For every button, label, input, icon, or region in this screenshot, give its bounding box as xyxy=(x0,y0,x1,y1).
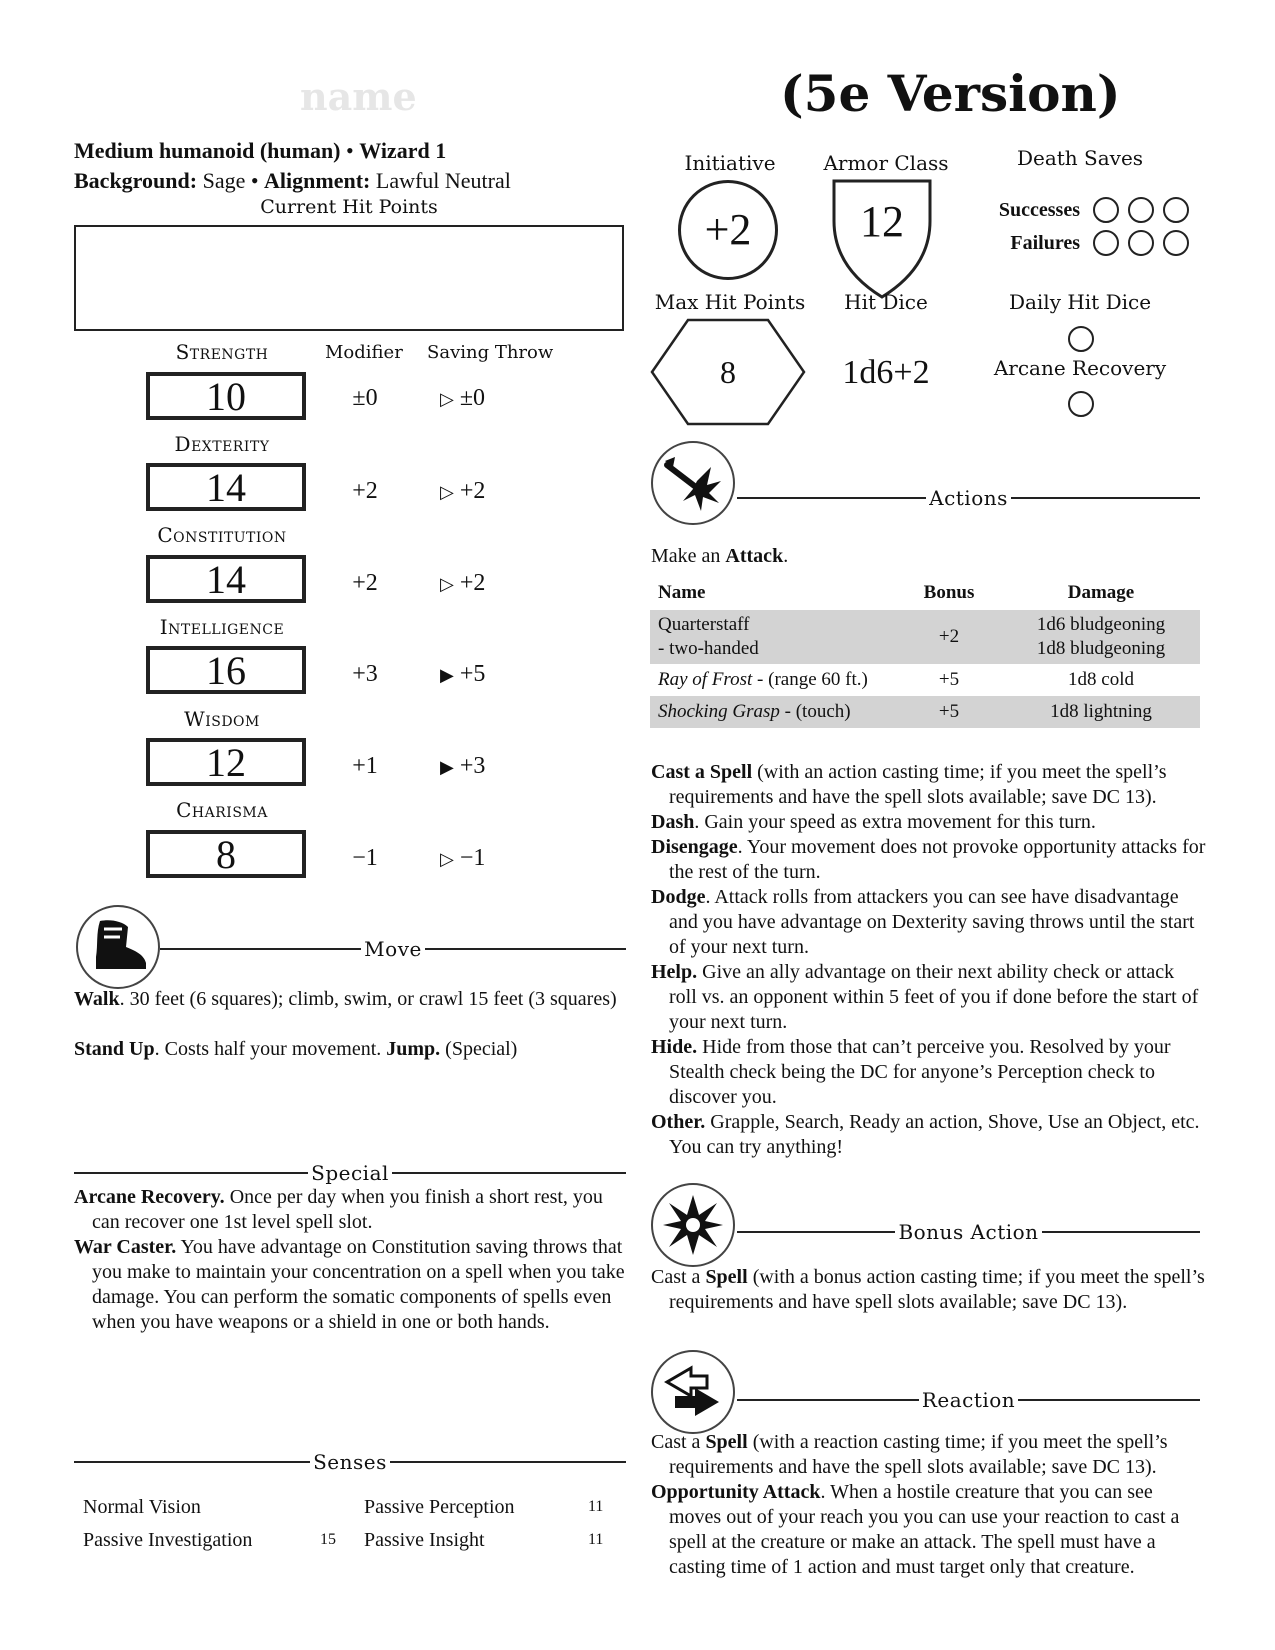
action-label: Dodge xyxy=(651,886,706,908)
attack-name xyxy=(650,610,896,664)
boot-icon xyxy=(76,905,160,989)
senses-divider xyxy=(74,1450,626,1474)
arcane-recovery-label: Arcane Recovery xyxy=(993,356,1167,380)
save-proficient-icon: ▶ xyxy=(440,757,454,777)
failures-label: Failures xyxy=(1010,232,1080,254)
failure-checkbox[interactable] xyxy=(1128,230,1154,256)
attack-name xyxy=(650,664,896,696)
ability-name: Charisma xyxy=(176,798,268,822)
divider-line xyxy=(737,1399,919,1401)
special-item-text: Once per day when you finish a short rest, you can recover one 1st level spell slot. xyxy=(92,1186,603,1233)
action-item xyxy=(651,1110,1206,1160)
arcane-recovery-checkbox[interactable] xyxy=(1068,391,1094,417)
action-label: Cast a Spell xyxy=(651,761,753,783)
intro-post: . xyxy=(783,545,789,567)
passive-insight-label: Passive Insight xyxy=(364,1529,485,1551)
action-item xyxy=(651,960,1206,1035)
spell-name: Shocking Grasp xyxy=(658,701,780,722)
reaction-heading: Reaction xyxy=(921,1388,1016,1412)
action-item xyxy=(651,810,1206,835)
special-item-label: War Caster. xyxy=(74,1236,177,1258)
jump-label: Jump. xyxy=(386,1038,441,1060)
special-item xyxy=(74,1185,626,1235)
actions-heading: Actions xyxy=(929,486,1008,510)
damage-line2: 1d8 bludgeoning xyxy=(1036,638,1166,659)
bonus-action-divider xyxy=(737,1220,1200,1244)
passive-perception-label: Passive Perception xyxy=(364,1496,515,1518)
standup-text: . Costs half your movement. xyxy=(154,1038,387,1060)
divider-line xyxy=(425,948,626,950)
initiative-value: +2 xyxy=(704,205,752,254)
successes-label: Successes xyxy=(998,199,1080,221)
save-nonproficient-icon: ▷ xyxy=(440,389,454,409)
col-bonus: Bonus xyxy=(923,582,975,603)
save-value: +2 xyxy=(459,478,486,504)
initiative-circle[interactable] xyxy=(678,180,778,280)
bonus-text: (with a bonus action casting time; if you meet the spell’s requirements and have spell slots available; save DC 13). xyxy=(669,1266,1205,1313)
ability-modifier: −1 xyxy=(352,845,378,871)
identity-line xyxy=(74,138,446,164)
action-text: Give an ally advantage on their next ability check or attack roll vs. an opponent within 5 feet of you if done before the start of your next turn. xyxy=(669,961,1199,1033)
table-row xyxy=(650,610,1200,664)
ability-name: Strength xyxy=(175,340,269,364)
ability-score[interactable]: 16 xyxy=(146,646,306,694)
bonus-action-heading: Bonus Action xyxy=(898,1220,1039,1244)
intro-pre: Make an xyxy=(651,545,726,567)
action-text: Grapple, Search, Ready an action, Shove, Use an Object, etc. You can try anything! xyxy=(669,1111,1200,1158)
save-nonproficient-icon: ▷ xyxy=(440,849,454,869)
daily-hit-dice-label: Daily Hit Dice xyxy=(1008,290,1152,314)
save-nonproficient-icon: ▷ xyxy=(440,574,454,594)
move-heading: Move xyxy=(364,937,422,961)
bonus-action-text xyxy=(651,1265,1206,1315)
armor-class-label: Armor Class xyxy=(823,151,949,175)
success-checkbox[interactable] xyxy=(1093,197,1119,223)
success-checkbox[interactable] xyxy=(1128,197,1154,223)
ability-name: Intelligence xyxy=(159,615,285,639)
attack-range: - (range 60 ft.) xyxy=(752,669,868,690)
ability-score[interactable]: 12 xyxy=(146,738,306,786)
background-value: Sage xyxy=(202,168,246,193)
version-title: (5e Version) xyxy=(780,64,1121,123)
divider-line xyxy=(160,948,361,950)
alignment-value: Lawful Neutral xyxy=(375,168,511,193)
action-text: Hide from those that can’t perceive you. Resolved by your Stealth check being the DC for anyone’s Perception check to discover you. xyxy=(669,1036,1171,1108)
divider-line xyxy=(392,1172,626,1174)
saving-throw xyxy=(440,570,540,597)
passive-insight-value: 11 xyxy=(588,1531,604,1548)
class-line: Wizard 1 xyxy=(359,138,447,163)
damage-line1: 1d6 bludgeoning xyxy=(1036,614,1166,635)
hit-dice-label: Hit Dice xyxy=(844,290,928,314)
action-label: Hide. xyxy=(651,1036,698,1058)
saving-throw xyxy=(440,385,540,412)
divider-line xyxy=(737,1231,895,1233)
passive-investigation-value: 15 xyxy=(320,1531,336,1548)
passive-investigation-label: Passive Investigation xyxy=(83,1529,253,1551)
daily-hit-dice-checkbox[interactable] xyxy=(1068,326,1094,352)
special-item-text: You have advantage on Constitution saving throws that you make to maintain your concentration on a spell when you take damage. You can perform the somatic components of spells even when you have weapons or a shield in one or both hands. xyxy=(92,1236,625,1333)
action-text: . Attack rolls from attackers you can see have disadvantage and you have advantage on Dexterity saving throws until the start of your next turn. xyxy=(669,886,1195,958)
failure-checkbox[interactable] xyxy=(1163,230,1189,256)
special-item xyxy=(74,1235,626,1335)
ability-modifier: +1 xyxy=(352,753,378,779)
failure-checkboxes xyxy=(1093,230,1189,256)
alignment-label: Alignment: xyxy=(264,168,371,193)
reaction-item xyxy=(651,1480,1206,1580)
reaction-list xyxy=(651,1430,1206,1580)
action-label: Other. xyxy=(651,1111,706,1133)
attack-table xyxy=(650,576,1200,728)
action-item xyxy=(651,885,1206,960)
divider-line xyxy=(1011,497,1200,499)
reaction-item xyxy=(651,1430,1206,1480)
table-row xyxy=(650,696,1200,728)
ability-modifier: +2 xyxy=(352,570,378,596)
bonus-pre: Cast a xyxy=(651,1266,706,1288)
action-text: . Your movement does not provoke opportunity attacks for the rest of the turn. xyxy=(669,836,1206,883)
reaction-spell: Spell xyxy=(705,1431,748,1453)
actions-intro xyxy=(651,545,788,568)
ability-score[interactable]: 8 xyxy=(146,830,306,878)
standup-line xyxy=(74,1038,517,1061)
reaction-pre: Cast a xyxy=(651,1431,706,1453)
max-hp-label: Max Hit Points xyxy=(654,290,806,314)
attack-damage xyxy=(1002,610,1200,664)
save-proficient-icon: ▶ xyxy=(440,665,454,685)
attack-name-line2: - two-handed xyxy=(658,638,759,659)
attack-bonus: +2 xyxy=(896,610,1002,664)
special-list xyxy=(74,1185,626,1335)
attack-name-line1: Quarterstaff xyxy=(658,614,750,635)
table-header xyxy=(650,576,1200,610)
bullet: • xyxy=(346,138,354,163)
failure-checkbox[interactable] xyxy=(1093,230,1119,256)
standup-label: Stand Up xyxy=(74,1038,155,1060)
saving-throw-header: Saving Throw xyxy=(427,342,554,363)
normal-vision: Normal Vision xyxy=(83,1496,201,1518)
saving-throw xyxy=(440,478,540,505)
ability-modifier: ±0 xyxy=(352,385,378,411)
divider-line xyxy=(1042,1231,1200,1233)
special-divider xyxy=(74,1161,626,1185)
action-text: . Gain your speed as extra movement for this turn. xyxy=(694,811,1096,833)
death-saves-label: Death Saves xyxy=(1016,146,1144,170)
ability-name: Dexterity xyxy=(174,432,270,456)
saving-throw xyxy=(440,753,540,780)
current-hp-box[interactable] xyxy=(74,225,624,331)
attack-range: - (touch) xyxy=(779,701,851,722)
opportunity-attack-text: . When a hostile creature that you can see moves out of your reach you you can use your reaction to cast a spell at the creature or make an attack. The spell must have a casting time of 1 action and must target only that creature. xyxy=(669,1481,1180,1578)
current-hp-label: Current Hit Points xyxy=(260,196,438,218)
character-name-placeholder[interactable]: name xyxy=(300,74,417,119)
arrows-icon xyxy=(651,1350,735,1434)
divider-line xyxy=(74,1461,310,1463)
attack-bonus: +5 xyxy=(938,669,960,690)
attack-name xyxy=(650,696,896,728)
save-value: +2 xyxy=(459,570,486,596)
action-label: Dash xyxy=(651,811,695,833)
action-item xyxy=(651,760,1206,810)
table-row xyxy=(650,664,1200,696)
actions-list xyxy=(651,760,1206,1160)
passive-perception-value: 11 xyxy=(588,1498,604,1515)
divider-line xyxy=(737,497,926,499)
background-label: Background: xyxy=(74,168,198,193)
move-divider xyxy=(160,937,626,961)
attack-bonus: +5 xyxy=(896,696,1002,728)
divider-line xyxy=(390,1461,626,1463)
ability-modifier: +3 xyxy=(352,661,378,687)
save-value: +3 xyxy=(459,753,486,779)
saving-throw xyxy=(440,661,540,688)
ability-modifier: +2 xyxy=(352,478,378,504)
save-nonproficient-icon: ▷ xyxy=(440,482,454,502)
armor-class-value[interactable]: 12 xyxy=(860,197,904,246)
reaction-divider xyxy=(737,1388,1200,1412)
modifier-header: Modifier xyxy=(325,342,403,363)
action-item xyxy=(651,835,1206,885)
jump-text: (Special) xyxy=(440,1038,518,1060)
save-value: −1 xyxy=(459,845,486,871)
success-checkboxes xyxy=(1093,197,1189,223)
background-line xyxy=(74,168,511,194)
divider-line xyxy=(74,1172,308,1174)
bullet: • xyxy=(250,168,259,193)
spell-name: Ray of Frost xyxy=(658,669,753,690)
action-label: Help. xyxy=(651,961,698,983)
action-item xyxy=(651,1035,1206,1110)
ability-score[interactable]: 14 xyxy=(146,555,306,603)
walk-label: Walk xyxy=(74,988,120,1010)
walk-text: . 30 feet (6 squares); climb, swim, or crawl 15 feet (3 squares) xyxy=(119,988,617,1010)
max-hp-value[interactable]: 8 xyxy=(720,354,736,390)
senses-heading: Senses xyxy=(313,1450,387,1474)
reaction-text: (with a reaction casting time; if you meet the spell’s requirements and have the spell slots available; save DC 13). xyxy=(669,1431,1168,1478)
col-name: Name xyxy=(658,582,706,603)
starburst-icon xyxy=(651,1183,735,1267)
saving-throw xyxy=(440,845,540,872)
col-damage: Damage xyxy=(1067,582,1135,603)
action-label: Disengage xyxy=(651,836,738,858)
intro-attack: Attack xyxy=(725,545,784,567)
attack-damage: 1d8 cold xyxy=(1068,669,1134,690)
save-value: ±0 xyxy=(459,385,486,411)
actions-divider xyxy=(737,486,1200,510)
hit-dice-value: 1d6+2 xyxy=(842,354,930,391)
action-text: (with an action casting time; if you meet the spell’s requirements and have the spell slots available; save DC 13). xyxy=(669,761,1167,808)
ability-name: Constitution xyxy=(157,523,287,547)
initiative-label: Initiative xyxy=(684,151,776,175)
type-line: Medium humanoid (human) xyxy=(74,138,341,163)
special-item-label: Arcane Recovery. xyxy=(74,1186,225,1208)
bonus-spell: Spell xyxy=(705,1266,748,1288)
ability-score[interactable]: 10 xyxy=(146,372,306,420)
save-value: +5 xyxy=(459,661,486,687)
ability-name: Wisdom xyxy=(184,707,260,731)
divider-line xyxy=(1018,1399,1200,1401)
special-heading: Special xyxy=(311,1161,389,1185)
opportunity-attack-label: Opportunity Attack xyxy=(651,1481,821,1503)
success-checkbox[interactable] xyxy=(1163,197,1189,223)
sword-icon xyxy=(651,441,735,525)
ability-score[interactable]: 14 xyxy=(146,463,306,511)
walk-line xyxy=(74,988,634,1011)
attack-damage: 1d8 lightning xyxy=(1002,696,1200,728)
